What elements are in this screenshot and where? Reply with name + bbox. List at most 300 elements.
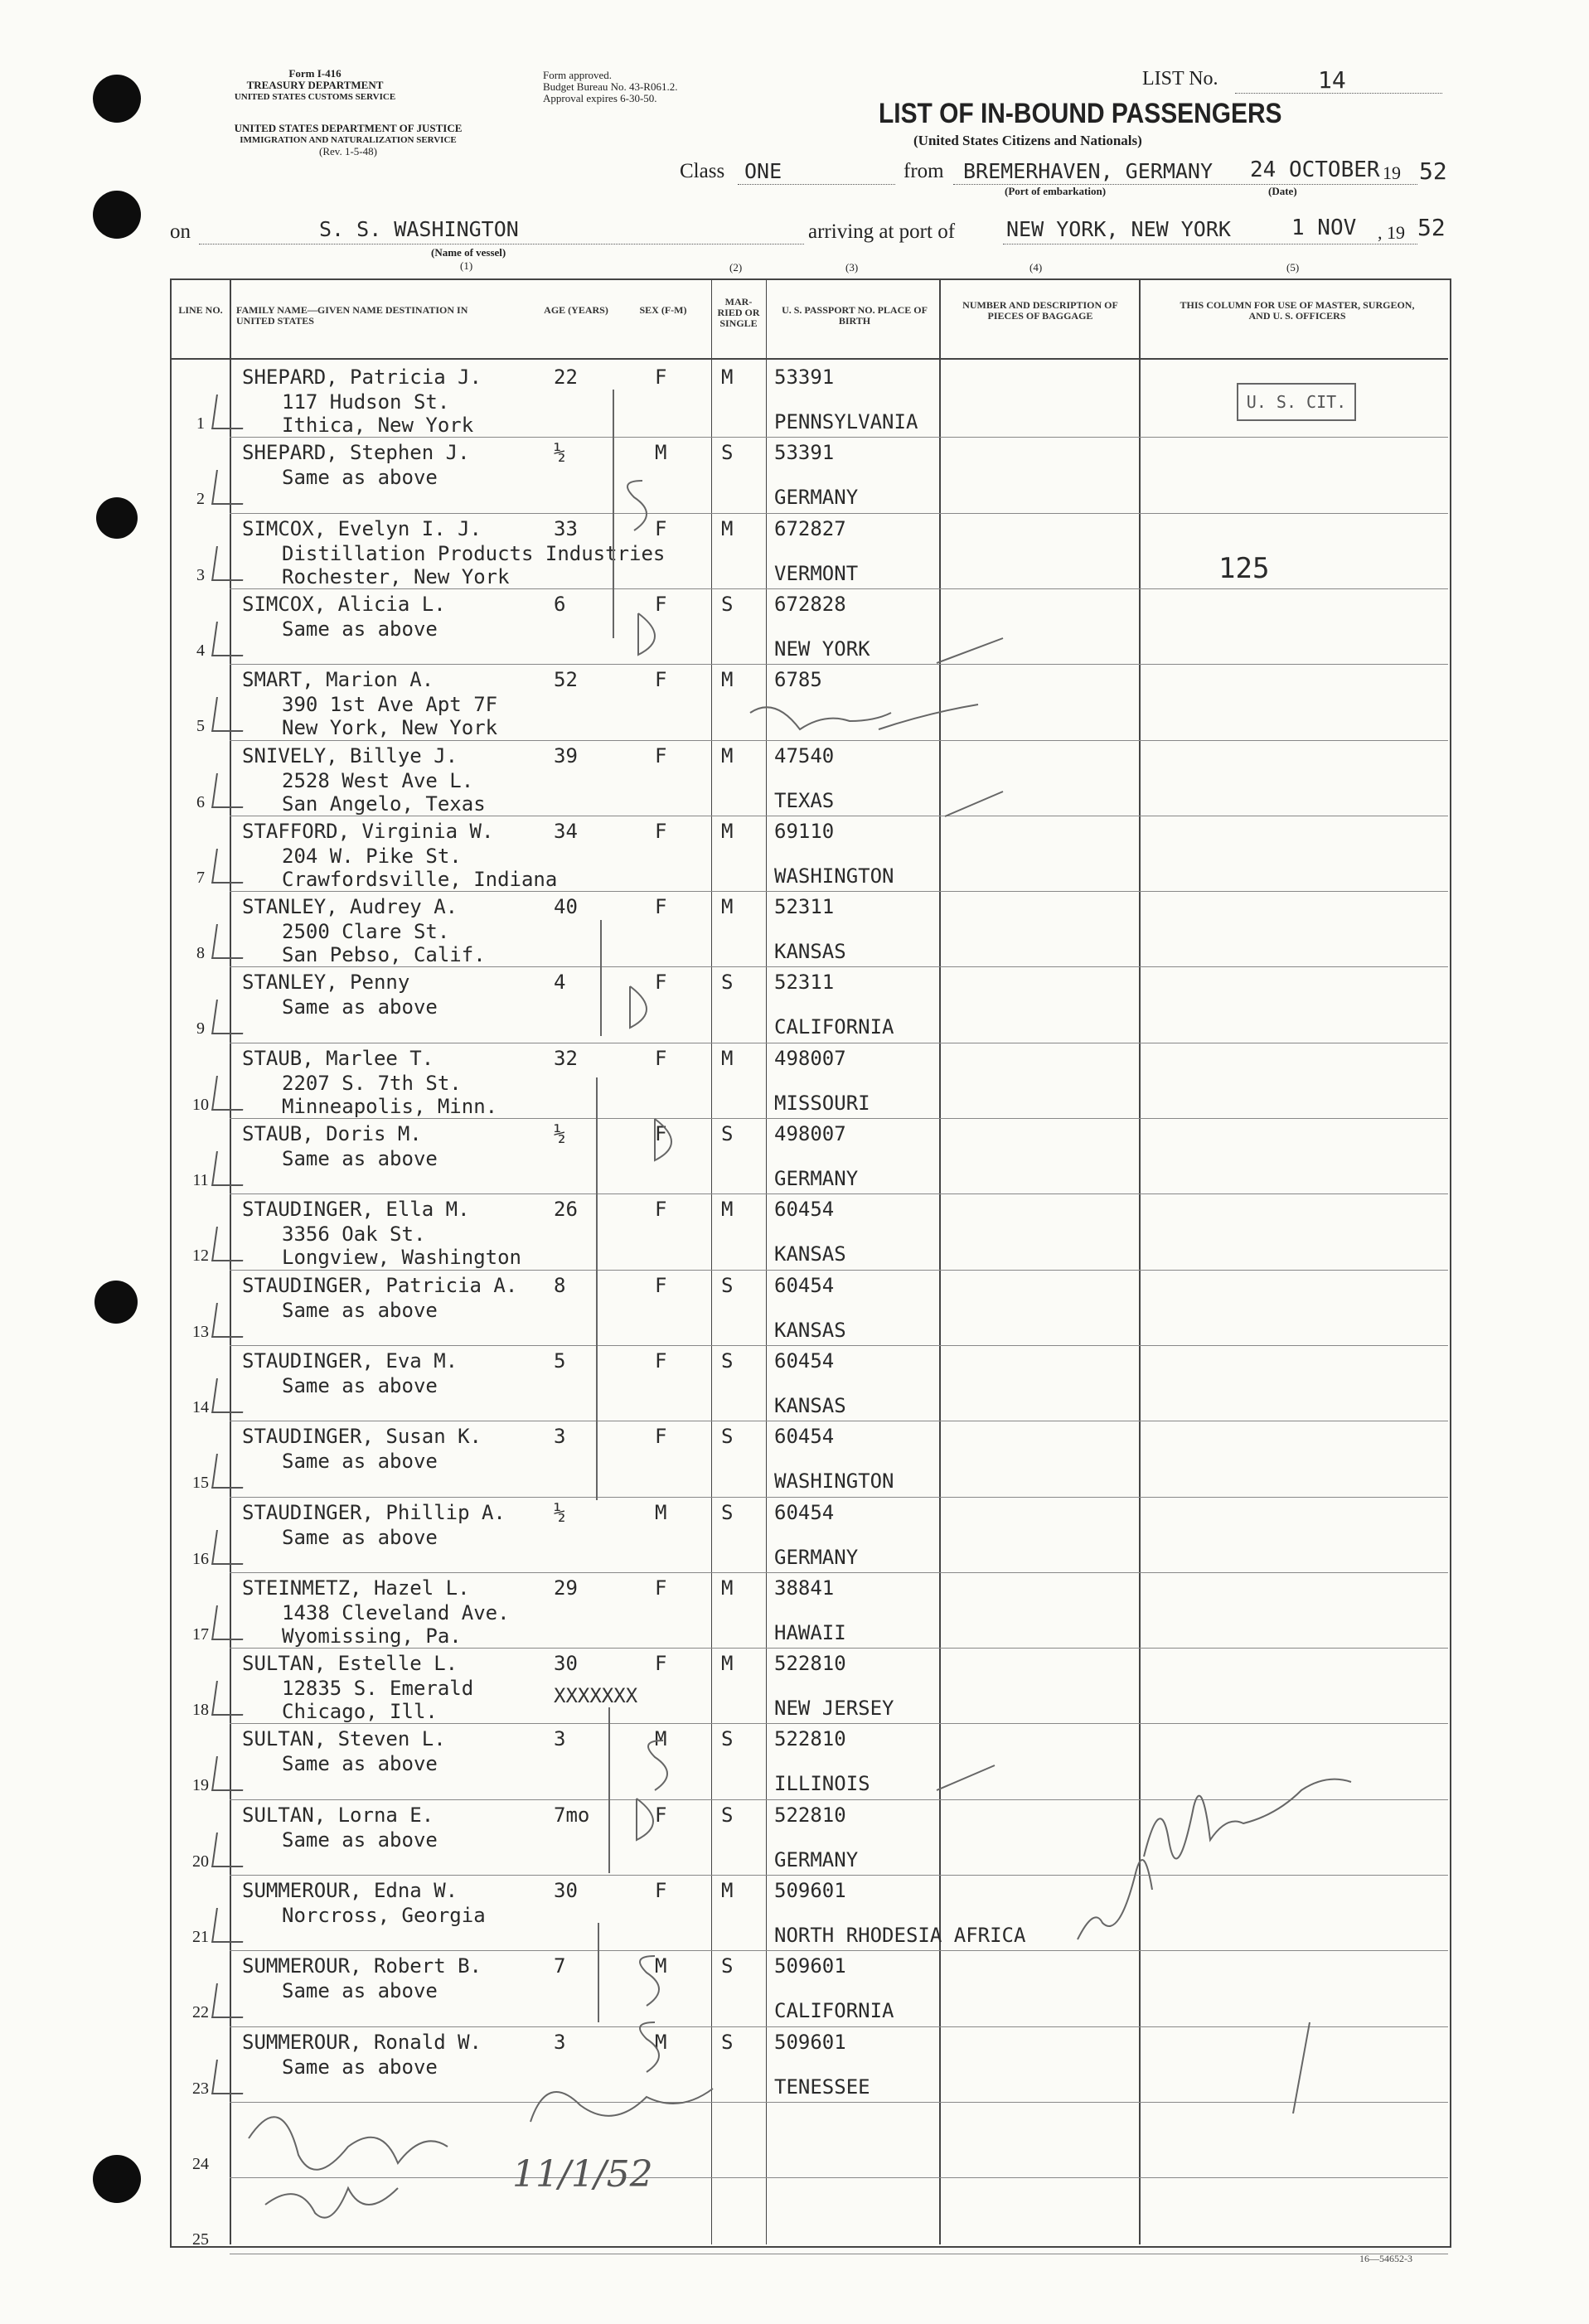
passenger-sex: F	[655, 516, 667, 540]
struck-text: XXXXXXX	[554, 1684, 638, 1707]
passenger-age: 4	[554, 971, 566, 995]
passenger-age: ½	[554, 1500, 566, 1524]
form-approved: Form approved.	[543, 69, 613, 81]
passenger-sex: F	[655, 1879, 667, 1902]
line-number: 3	[196, 565, 205, 584]
marital-status: M	[721, 743, 734, 767]
revision: (Rev. 1-5-48)	[319, 145, 377, 157]
arrival-line	[1003, 244, 1417, 245]
passenger-name: SHEPARD, Patricia J.	[242, 366, 482, 389]
passenger-city: San Pebso, Calif.	[282, 943, 486, 967]
place-of-birth: CALIFORNIA	[774, 1999, 894, 2023]
col-divider	[766, 278, 767, 2244]
check-mark	[211, 1454, 248, 1489]
passport-number: 498007	[774, 1046, 846, 1070]
place-of-birth: KANSAS	[774, 1393, 846, 1417]
budget-bureau: Budget Bureau No. 43-R061.2.	[543, 80, 678, 93]
marital-status: S	[721, 1954, 734, 1978]
passenger-address: Same as above	[282, 1450, 438, 1474]
marital-status: S	[721, 1273, 734, 1297]
marital-status: S	[721, 1500, 734, 1524]
passenger-age: 30	[554, 1652, 578, 1676]
row-separator	[230, 437, 1448, 438]
passenger-name: STAUDINGER, Susan K.	[242, 1425, 482, 1449]
passport-number: 522810	[774, 1652, 846, 1676]
check-mark	[211, 1378, 248, 1413]
passenger-age: 6	[554, 592, 566, 616]
passenger-city: Longview, Washington	[282, 1246, 521, 1270]
marital-status: M	[721, 1576, 734, 1600]
col-divider	[1139, 278, 1141, 2244]
passenger-address: 1438 Cleveland Ave.	[282, 1600, 510, 1624]
marital-status: S	[721, 1727, 734, 1751]
row-separator	[230, 1648, 1448, 1649]
passenger-sex: F	[655, 1348, 667, 1373]
row-separator	[230, 2026, 1448, 2027]
passenger-sex: F	[655, 1046, 667, 1070]
marital-status: S	[721, 2030, 734, 2054]
passenger-name: SMART, Marion A.	[242, 668, 434, 692]
arriving-label: arriving at port of	[808, 220, 956, 243]
row-separator	[230, 1950, 1448, 1951]
passport-number: 52311	[774, 971, 835, 995]
passenger-sex: M	[655, 1954, 667, 1978]
col-head-age: AGE (YEARS)	[544, 304, 608, 316]
embarkation-date: 24 OCTOBER	[1250, 157, 1380, 182]
passenger-name: SUMMEROUR, Edna W.	[242, 1879, 458, 1902]
justice-block	[166, 123, 530, 157]
passport-number: 60454	[774, 1198, 835, 1222]
check-mark	[211, 1681, 248, 1716]
line-number: 23	[192, 2079, 209, 2098]
check-mark	[211, 1756, 248, 1791]
from-label: from	[904, 160, 944, 182]
passenger-address: Same as above	[282, 995, 438, 1019]
class-value: ONE	[744, 159, 782, 183]
passenger-sex: F	[655, 366, 667, 389]
passenger-city: New York, New York	[282, 716, 498, 740]
passenger-address: 117 Hudson St.	[282, 390, 450, 414]
passenger-city: Rochester, New York	[282, 564, 510, 588]
us-cit-stamp	[1237, 383, 1356, 421]
passport-number: 509601	[774, 1954, 846, 1978]
col-head-sex: SEX (F-M)	[639, 304, 687, 316]
passenger-address: Same as above	[282, 1373, 438, 1397]
passenger-sex: F	[655, 895, 667, 919]
col-head-married: MAR-RIED OR SINGLE	[717, 296, 760, 329]
passenger-city: Crawfordsville, Indiana	[282, 867, 558, 891]
col-divider	[939, 278, 941, 2244]
place-of-birth: TENESSEE	[774, 2075, 870, 2099]
place-of-birth: WASHINGTON	[774, 864, 894, 888]
passenger-name: STEINMETZ, Hazel L.	[242, 1576, 470, 1600]
passenger-address: 2207 S. 7th St.	[282, 1071, 462, 1095]
marital-status: M	[721, 366, 734, 389]
passenger-address: Same as above	[282, 466, 438, 490]
punch-hole	[93, 191, 141, 239]
line-number: 8	[196, 944, 205, 963]
line-number: 21	[192, 1928, 209, 1946]
form-approved-block	[543, 70, 758, 104]
place-of-birth: WASHINGTON	[774, 1469, 894, 1494]
passenger-city: Wyomissing, Pa.	[282, 1624, 462, 1648]
punch-hole	[96, 497, 138, 539]
passenger-city: Chicago, Ill.	[282, 1700, 438, 1724]
row-separator	[230, 1193, 1448, 1194]
page-title: LIST OF IN-BOUND PASSENGERS	[879, 98, 1282, 129]
passenger-name: STAUB, Doris M.	[242, 1122, 422, 1145]
arrival-port: NEW YORK, NEW YORK	[1006, 217, 1231, 241]
row-separator	[230, 2102, 1448, 2103]
passenger-name: SUMMEROUR, Ronald W.	[242, 2030, 482, 2054]
check-mark	[211, 849, 248, 884]
passenger-name: SNIVELY, Billye J.	[242, 743, 458, 767]
punch-hole	[93, 2155, 141, 2203]
place-of-birth: VERMONT	[774, 561, 859, 585]
passenger-age: 34	[554, 819, 578, 843]
passport-number: 509601	[774, 1879, 846, 1902]
approval-expires: Approval expires 6-30-50.	[543, 92, 657, 104]
marital-status: S	[721, 592, 734, 616]
passenger-address: Same as above	[282, 1147, 438, 1170]
passenger-name: STAUDINGER, Phillip A.	[242, 1500, 506, 1524]
check-mark	[211, 470, 248, 505]
passenger-age: ½	[554, 441, 566, 465]
marital-status: M	[721, 668, 734, 692]
passport-number: 53391	[774, 441, 835, 465]
line-number: 19	[192, 1776, 209, 1795]
passenger-age: 8	[554, 1273, 566, 1297]
col-index-4: (4)	[1029, 261, 1043, 274]
check-mark	[211, 622, 248, 656]
place-of-birth: ILLINOIS	[774, 1772, 870, 1796]
place-of-birth: NORTH RHODESIA AFRICA	[774, 1924, 1026, 1947]
list-no-label: LIST No.	[1142, 68, 1218, 90]
row-separator	[230, 966, 1448, 967]
passenger-age: 5	[554, 1348, 566, 1373]
passenger-name: SIMCOX, Alicia L.	[242, 592, 446, 616]
passenger-sex: F	[655, 592, 667, 616]
place-of-birth: TEXAS	[774, 788, 835, 812]
col-head-line-no: LINE NO.	[178, 304, 223, 316]
handwritten-date: 11/1/52	[512, 2153, 653, 2196]
passenger-age: 3	[554, 1727, 566, 1751]
passenger-sex: F	[655, 743, 667, 767]
passenger-address: 12835 S. Emerald	[282, 1677, 474, 1701]
passenger-address: 390 1st Ave Apt 7F	[282, 693, 498, 717]
passenger-age: 7mo	[554, 1803, 590, 1827]
col-index-5: (5)	[1286, 261, 1300, 274]
passenger-name: STAUB, Marlee T.	[242, 1046, 434, 1070]
date-caption: (Date)	[1268, 185, 1297, 197]
passenger-sex: F	[655, 1198, 667, 1222]
passenger-city: San Angelo, Texas	[282, 792, 486, 816]
us-cit-stamp-text: U. S. CIT.	[1246, 392, 1347, 412]
check-mark	[211, 1227, 248, 1261]
line-number: 5	[196, 717, 205, 736]
passenger-city: Minneapolis, Minn.	[282, 1094, 498, 1118]
place-of-birth: GERMANY	[774, 1545, 859, 1569]
passenger-sex: F	[655, 819, 667, 843]
place-of-birth: CALIFORNIA	[774, 1015, 894, 1039]
row-separator	[230, 664, 1448, 665]
row-separator	[230, 1270, 1448, 1271]
table-header-rule	[170, 358, 1448, 360]
marital-status: S	[721, 1122, 734, 1145]
passenger-age: 39	[554, 743, 578, 767]
passenger-age: 3	[554, 2030, 566, 2054]
row-separator	[230, 513, 1448, 514]
class-label: Class	[680, 160, 725, 182]
passport-number: 69110	[774, 819, 835, 843]
marital-status: M	[721, 1198, 734, 1222]
marital-status: S	[721, 441, 734, 465]
row-separator	[230, 2177, 1448, 2178]
marital-status: M	[721, 516, 734, 540]
row-separator	[230, 891, 1448, 892]
passenger-name: STANLEY, Penny	[242, 971, 410, 995]
passenger-sex: M	[655, 1727, 667, 1751]
passenger-name: STAUDINGER, Eva M.	[242, 1348, 458, 1373]
marital-status: M	[721, 895, 734, 919]
marital-status: M	[721, 819, 734, 843]
passenger-address: Norcross, Georgia	[282, 1904, 486, 1927]
line-number: 22	[192, 2003, 209, 2022]
passenger-name: STAFFORD, Virginia W.	[242, 819, 494, 843]
form-block	[224, 68, 406, 103]
place-of-birth: KANSAS	[774, 1318, 846, 1342]
passenger-age: 40	[554, 895, 578, 919]
passport-number: 53391	[774, 366, 835, 389]
on-label: on	[170, 220, 191, 243]
passenger-address: 2500 Clare St.	[282, 920, 450, 944]
passport-number: 672827	[774, 516, 846, 540]
passport-number: 60454	[774, 1348, 835, 1373]
passenger-name: SHEPARD, Stephen J.	[242, 441, 470, 465]
place-of-birth: KANSAS	[774, 1242, 846, 1266]
place-of-birth: NEW JERSEY	[774, 1697, 894, 1721]
passenger-age: 29	[554, 1576, 578, 1600]
check-mark	[211, 395, 248, 429]
form-number: Form I-416	[288, 67, 342, 80]
check-mark	[211, 2060, 248, 2094]
passenger-sex: F	[655, 1425, 667, 1449]
passport-number: 498007	[774, 1122, 846, 1145]
row-separator	[230, 1345, 1448, 1346]
passenger-sex: F	[655, 668, 667, 692]
passenger-address: Same as above	[282, 1752, 438, 1776]
col-head-officers: THIS COLUMN FOR USE OF MASTER, SURGEON, AND U. S. OFFICERS	[1180, 299, 1415, 322]
marital-status: M	[721, 1652, 734, 1676]
line-number: 1	[196, 414, 205, 433]
department: TREASURY DEPARTMENT	[246, 79, 384, 91]
row-separator	[230, 740, 1448, 741]
count-stamp: 125	[1218, 552, 1270, 585]
place-of-birth: PENNSYLVANIA	[774, 410, 918, 433]
line-number: 9	[196, 1019, 205, 1039]
line-number: 4	[196, 641, 205, 660]
place-of-birth: MISSOURI	[774, 1091, 870, 1115]
line-number: 2	[196, 490, 205, 509]
place-of-birth: GERMANY	[774, 1167, 859, 1190]
check-mark	[211, 1530, 248, 1565]
line-number: 6	[196, 792, 205, 811]
passenger-sex: F	[655, 971, 667, 995]
passenger-age: 33	[554, 516, 578, 540]
check-mark	[211, 1908, 248, 1943]
punch-hole	[94, 1281, 138, 1324]
passenger-address: Same as above	[282, 1298, 438, 1322]
check-mark	[211, 1605, 248, 1640]
passenger-sex: F	[655, 1803, 667, 1827]
passenger-name: STAUDINGER, Patricia A.	[242, 1273, 518, 1297]
passport-number: 47540	[774, 743, 835, 767]
line-number: 13	[192, 1322, 209, 1341]
marital-status: M	[721, 1879, 734, 1902]
vessel-index: (1)	[460, 259, 473, 272]
ins-service: IMMIGRATION AND NATURALIZATION SERVICE	[240, 135, 457, 145]
col-index-3: (3)	[845, 261, 859, 274]
passenger-address: 2528 West Ave L.	[282, 768, 474, 792]
marital-status: M	[721, 1046, 734, 1070]
check-mark	[211, 1303, 248, 1338]
passenger-age: 32	[554, 1046, 578, 1070]
row-separator	[230, 588, 1448, 589]
passenger-address: Same as above	[282, 617, 438, 641]
check-mark	[211, 1983, 248, 2018]
line-number: 7	[196, 868, 205, 887]
arrival-date: 1 NOV	[1291, 215, 1357, 240]
passport-number: 6785	[774, 668, 822, 692]
place-of-birth: NEW YORK	[774, 637, 870, 661]
line-number: 14	[192, 1397, 209, 1416]
passenger-address: Distillation Products Industries	[282, 541, 666, 565]
passenger-address: Same as above	[282, 1828, 438, 1852]
line-number: 10	[192, 1095, 209, 1114]
passenger-sex: F	[655, 1652, 667, 1676]
col-index-2: (2)	[729, 261, 743, 274]
date-year: 52	[1419, 157, 1447, 185]
check-mark	[211, 1000, 248, 1034]
passenger-name: STAUDINGER, Ella M.	[242, 1198, 470, 1222]
check-mark	[211, 773, 248, 808]
row-separator	[230, 1799, 1448, 1800]
passenger-age: 22	[554, 366, 578, 389]
passenger-city: Ithica, New York	[282, 414, 474, 437]
row-separator	[230, 1723, 1448, 1724]
check-mark	[211, 1151, 248, 1186]
passport-number: 60454	[774, 1500, 835, 1524]
place-of-birth: HAWAII	[774, 1620, 846, 1644]
line-number: 25	[192, 2230, 209, 2249]
line-number: 16	[192, 1549, 209, 1568]
marital-status: S	[721, 1348, 734, 1373]
passenger-age: 3	[554, 1425, 566, 1449]
class-line	[738, 184, 895, 185]
passenger-address: Same as above	[282, 1525, 438, 1549]
passenger-sex: F	[655, 1273, 667, 1297]
passenger-name: SULTAN, Estelle L.	[242, 1652, 458, 1676]
line-number: 11	[192, 1171, 209, 1189]
passport-number: 522810	[774, 1727, 846, 1751]
passenger-address: Same as above	[282, 2055, 438, 2079]
passport-number: 60454	[774, 1425, 835, 1449]
row-separator	[230, 1572, 1448, 1573]
passenger-address: 204 W. Pike St.	[282, 844, 462, 868]
port-caption: (Port of embarkation)	[1005, 185, 1107, 197]
place-of-birth: GERMANY	[774, 486, 859, 510]
vessel-name: S. S. WASHINGTON	[319, 217, 519, 241]
line-number: 17	[192, 1624, 209, 1644]
passport-number: 522810	[774, 1803, 846, 1827]
service: UNITED STATES CUSTOMS SERVICE	[234, 92, 396, 102]
col-head-passport: U. S. PASSPORT NO. PLACE OF BIRTH	[782, 304, 928, 327]
place-of-birth: KANSAS	[774, 940, 846, 964]
line-number: 18	[192, 1701, 209, 1720]
row-separator	[230, 1875, 1448, 1876]
port-of-embarkation: BREMERHAVEN, GERMANY	[963, 159, 1214, 183]
passenger-sex: F	[655, 1122, 667, 1145]
check-mark	[211, 697, 248, 732]
punch-hole	[93, 75, 141, 123]
arrival-year-prefix: , 19	[1378, 222, 1405, 243]
arrival-year: 52	[1417, 214, 1446, 241]
passenger-name: SUMMEROUR, Robert B.	[242, 1954, 482, 1978]
page-subtitle: (United States Citizens and Nationals)	[913, 133, 1142, 148]
check-mark	[211, 546, 248, 581]
line-number: 20	[192, 1852, 209, 1871]
line-number: 12	[192, 1247, 209, 1266]
marital-status: S	[721, 1425, 734, 1449]
col-head-name: FAMILY NAME—GIVEN NAME DESTINATION IN UNITED STATES	[236, 304, 468, 327]
col-divider	[711, 278, 712, 2244]
passenger-name: SULTAN, Steven L.	[242, 1727, 446, 1751]
passenger-age: 30	[554, 1879, 578, 1902]
passenger-age: 7	[554, 1954, 566, 1978]
date-year-prefix: 19	[1383, 162, 1401, 183]
passenger-name: SULTAN, Lorna E.	[242, 1803, 434, 1827]
passenger-age: ½	[554, 1122, 566, 1145]
passport-number: 60454	[774, 1273, 835, 1297]
passenger-sex: M	[655, 1500, 667, 1524]
line-number: 24	[192, 2154, 209, 2173]
passport-number: 38841	[774, 1576, 835, 1600]
passport-number: 509601	[774, 2030, 846, 2054]
passenger-age: 52	[554, 668, 578, 692]
passenger-sex: M	[655, 2030, 667, 2054]
row-separator	[230, 1118, 1448, 1119]
check-mark	[211, 924, 248, 959]
passport-number: 52311	[774, 895, 835, 919]
passport-number: 672828	[774, 592, 846, 616]
check-mark	[211, 1076, 248, 1111]
vessel-line	[199, 244, 804, 245]
passenger-address: 3356 Oak St.	[282, 1223, 426, 1247]
row-separator	[230, 1497, 1448, 1498]
passenger-name: SIMCOX, Evelyn I. J.	[242, 516, 482, 540]
passenger-age: 26	[554, 1198, 578, 1222]
list-no: 14	[1318, 66, 1346, 94]
vessel-caption: (Name of vessel)	[431, 246, 506, 259]
line-number: 15	[192, 1474, 209, 1493]
col-head-baggage: NUMBER AND DESCRIPTION OF PIECES OF BAGGAGE	[962, 299, 1118, 322]
marital-status: S	[721, 971, 734, 995]
passenger-name: STANLEY, Audrey A.	[242, 895, 458, 919]
form-code: 16—54652-3	[1359, 2253, 1412, 2264]
passenger-sex: M	[655, 441, 667, 465]
justice-department: UNITED STATES DEPARTMENT OF JUSTICE	[234, 122, 463, 134]
marital-status: S	[721, 1803, 734, 1827]
